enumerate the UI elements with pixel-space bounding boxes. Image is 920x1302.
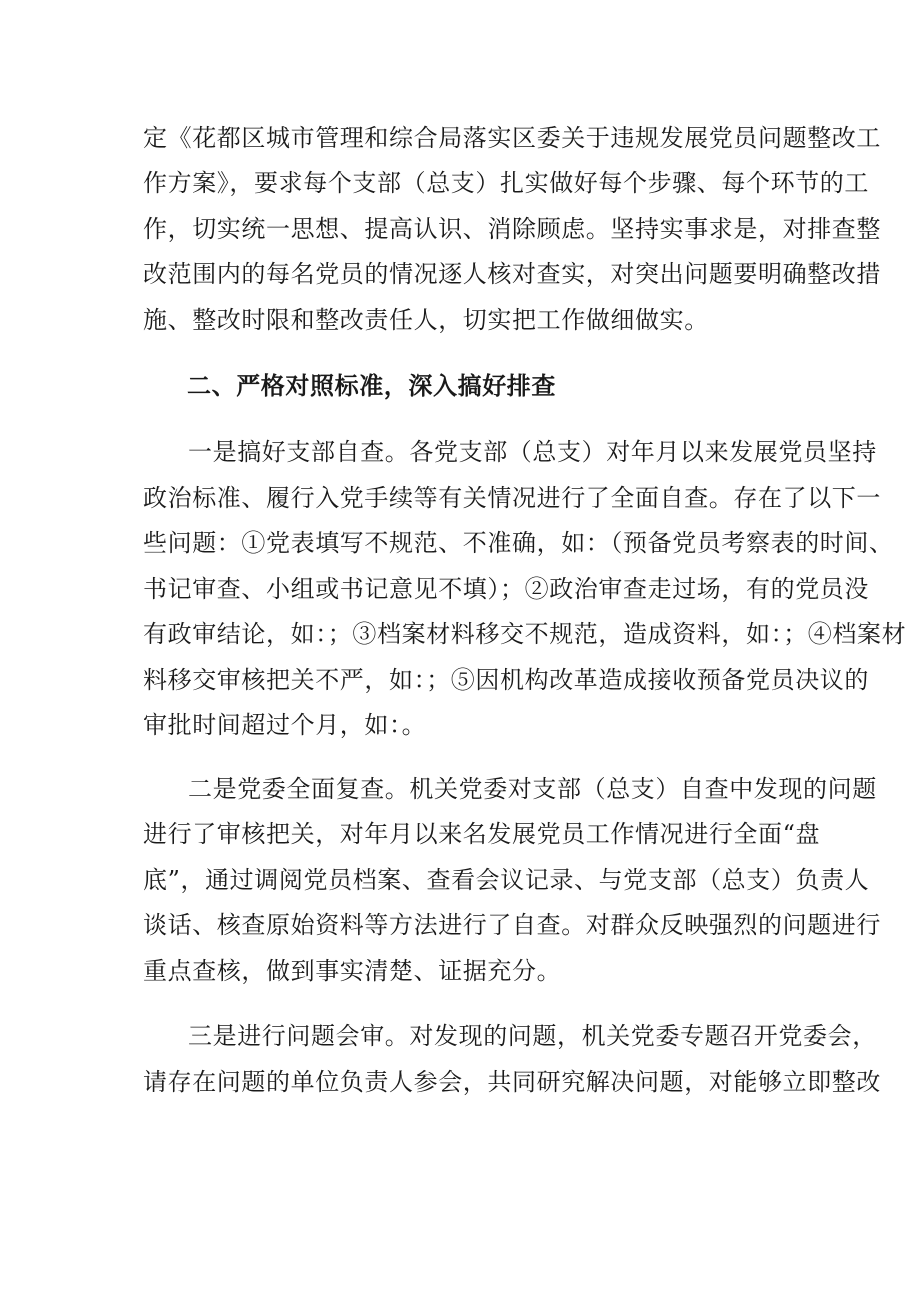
paragraph-line: 施、整改时限和整改责任人，切实把工作做细做实。 [143, 306, 709, 334]
paragraph-line: 有政审结论，如：；③档案材料移交不规范，造成资料，如：；④档案材 [143, 620, 907, 648]
paragraph-line: 政治标准、履行入党手续等有关情况进行了全面自查。存在了以下一 [143, 484, 881, 512]
paragraph-line: 定《花都区城市管理和综合局落实区委关于违规发展党员问题整改工 [143, 124, 881, 152]
paragraph-line: 改范围内的每名党员的情况逐人核对查实，对突出问题要明确整改措 [143, 260, 881, 288]
paragraph-line: 作，切实统一思想、提高认识、消除顾虑。坚持实事求是，对排查整 [143, 215, 881, 243]
paragraph-line: 二是党委全面复查。机关党委对支部（总支）自查中发现的问题 [188, 775, 877, 803]
paragraph-line: 底”，通过调阅党员档案、查看会议记录、与党支部（总支）负责人 [143, 866, 870, 894]
paragraph-line: 进行了审核把关，对年月以来名发展党员工作情况进行全面“盘 [143, 820, 821, 848]
paragraph-line: 一是搞好支部自查。各党支部（总支）对年月以来发展党员坚持 [188, 438, 877, 466]
paragraph-line: 重点查核，做到事实清楚、证据充分。 [143, 957, 562, 985]
section-heading: 二、严格对照标准，深入搞好排查 [187, 371, 556, 400]
paragraph-line: 些问题：①党表填写不规范、不准确，如：（预备党员考察表的时间、 [143, 529, 894, 557]
paragraph-line: 作方案》，要求每个支部（总支）扎实做好每个步骤、每个环节的工 [143, 169, 869, 197]
paragraph-line: 三是进行问题会审。对发现的问题，机关党委专题召开党委会， [188, 1022, 877, 1050]
paragraph-line: 请存在问题的单位负责人参会，共同研究解决问题，对能够立即整改 [143, 1068, 881, 1096]
paragraph-line: 谈话、核查原始资料等方法进行了自查。对群众反映强烈的问题进行 [143, 911, 881, 939]
paragraph-line: 书记审查、小组或书记意见不填）；②政治审查走过场，有的党员没 [143, 575, 869, 603]
paragraph-line: 审批时间超过个月，如：。 [143, 711, 427, 739]
paragraph-line: 料移交审核把关不严，如：；⑤因机构改革造成接收预备党员决议的 [143, 666, 869, 694]
